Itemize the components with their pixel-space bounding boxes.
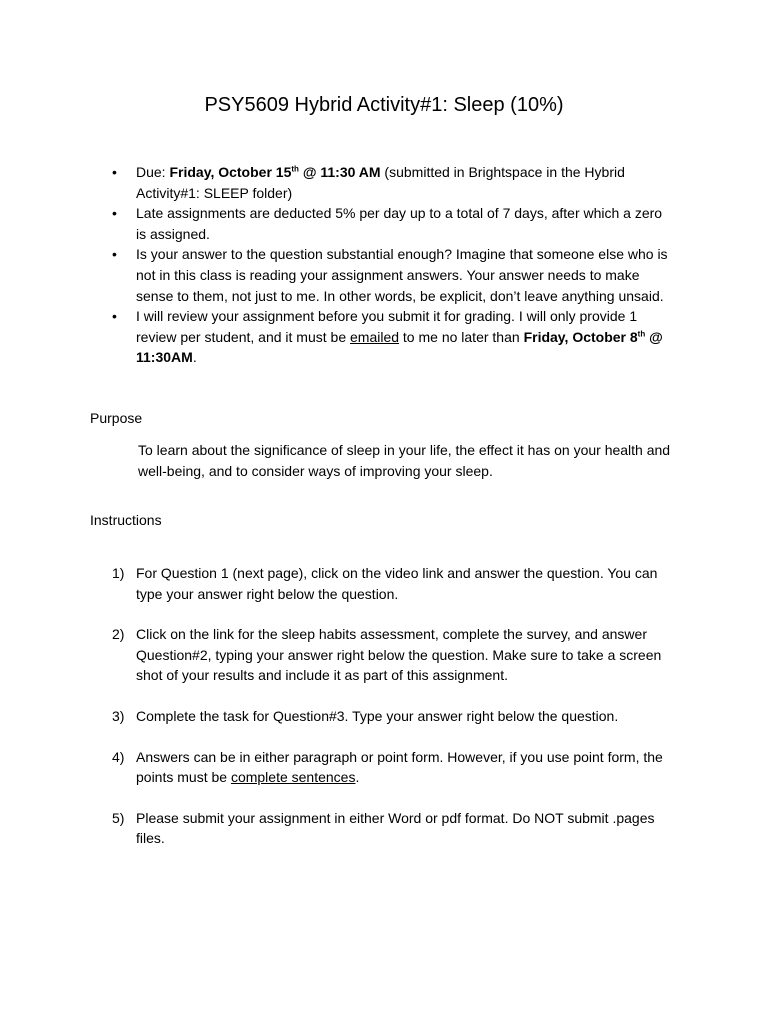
review-date-sup: th xyxy=(637,329,646,339)
due-date: Friday, October 15 xyxy=(169,164,292,180)
instructions-list xyxy=(112,563,672,869)
instruction-step-3 xyxy=(112,706,672,727)
due-date-sup: th xyxy=(291,164,299,174)
purpose-text: To learn about the significance of sleep in your life, the effect it has on your health and well-being, and to consider ways of improving your sleep. xyxy=(138,442,671,479)
review-time: @ 11:30AM xyxy=(136,328,663,366)
step-number: 1) xyxy=(112,565,125,581)
step-text: Complete the task for Question#3. Type your answer right below the question. xyxy=(136,707,619,724)
purpose-heading: Purpose xyxy=(90,410,143,426)
emailed-link[interactable]: emailed xyxy=(350,328,400,345)
due-suffix: (submitted in Brightspace in the Hybrid Activity#1: SLEEP folder) xyxy=(136,164,625,201)
review-end: . xyxy=(192,349,197,366)
step-number: 4) xyxy=(112,748,125,765)
step-text-end: . xyxy=(355,769,360,786)
review-prefix: I will review your assignment before you submit it for grading. I will only provide 1 review per student, and it must be xyxy=(136,308,638,345)
step-text: Click on the link for the sleep habits assessment, complete the survey, and answer Question#2, typing your answer right below the question. Make sure to take a screen shot of your results and include it as part of this assignment. xyxy=(136,626,662,684)
step-number: 5) xyxy=(112,809,125,826)
instruction-step-4 xyxy=(112,747,672,788)
due-prefix: Due: xyxy=(136,164,170,180)
bullet-late: • Late assignments are deducted 5% per day up to a total of 7 days, after which a zero is assigned. xyxy=(112,203,672,244)
bullet-substantial: • Is your answer to the question substantial enough? Imagine that someone else who is not in this class is reading your assignment answers. Your answer needs to make sense to them, not just to me. In other words, be explicit, don’t leave anything unsaid. xyxy=(112,244,672,306)
bullet-due xyxy=(112,162,672,203)
review-mid: to me no later than xyxy=(399,328,524,345)
page-title: PSY5609 Hybrid Activity#1: Sleep (10%) xyxy=(204,94,564,116)
step-text: Please submit your assignment in either Word or pdf format. Do NOT submit .pages files. xyxy=(136,809,655,847)
instructions-heading: Instructions xyxy=(90,512,162,528)
complete-sentences-link[interactable]: complete sentences xyxy=(230,769,356,786)
due-time: @ 11:30 AM xyxy=(298,164,381,180)
step-number: 3) xyxy=(112,707,125,724)
instruction-step-5 xyxy=(112,808,672,849)
bullet-review xyxy=(112,306,672,368)
info-bullet-list xyxy=(112,162,672,368)
step-number: 2) xyxy=(112,626,125,643)
review-date: Friday, October 8 xyxy=(523,328,638,345)
step-text-prefix: Answers can be in either paragraph or point form. However, if you use point form, the points must be xyxy=(136,748,663,786)
instruction-step-2 xyxy=(112,624,672,686)
step-text: For Question 1 (next page), click on the video link and answer the question. You can type your answer right below the question. xyxy=(136,565,658,602)
instruction-step-1 xyxy=(112,563,672,604)
